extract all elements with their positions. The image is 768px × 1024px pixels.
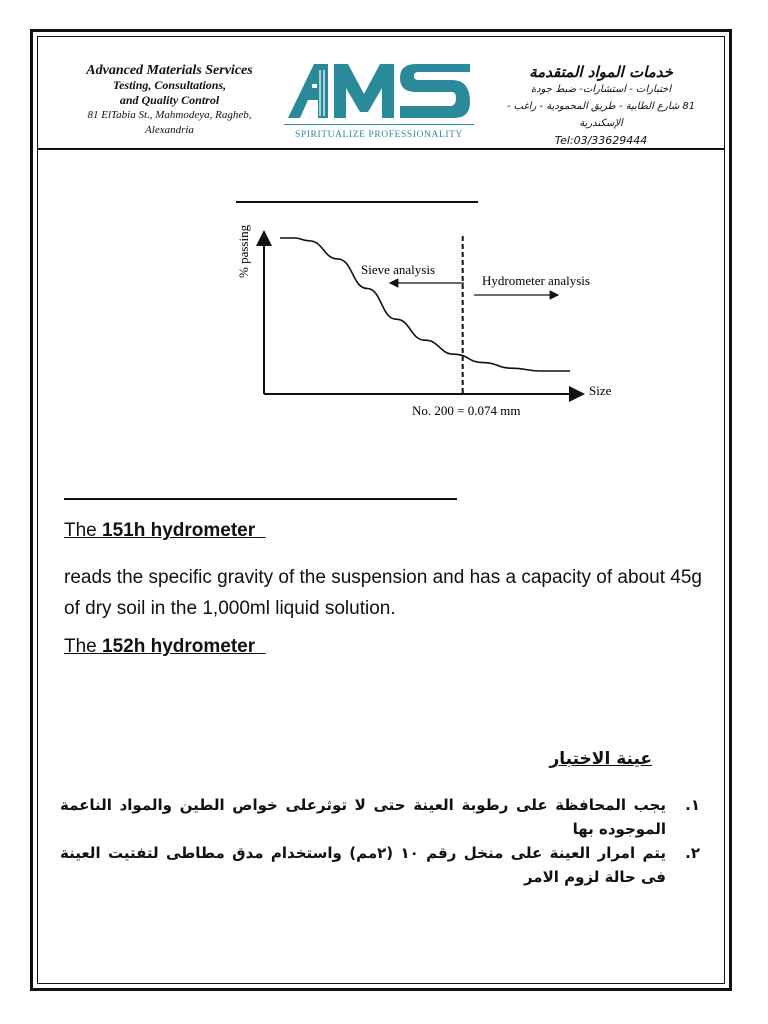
- list-item-text: يجب المحافظة على رطوبة العينة حتى لا توثرعلى خواص الطين والمواد الناعمة الموجوده بها: [60, 796, 666, 838]
- section-divider: [64, 498, 457, 500]
- list-item: [60, 793, 700, 841]
- logo-tagline: SPIRITUALIZE PROFESSIONALITY: [294, 130, 464, 140]
- address-line-2: Alexandria: [145, 124, 194, 136]
- ams-logo: [284, 60, 474, 142]
- list-item-number: ١.: [685, 796, 700, 814]
- letterhead-english: [62, 63, 277, 138]
- list-item: [60, 841, 700, 889]
- gradation-curve: [280, 238, 570, 371]
- heading-151h-title: 151h hydrometer: [102, 520, 256, 541]
- header-divider: [38, 148, 724, 150]
- paragraph-151h: reads the specific gravity of the suspension and has a capacity of about 45g of dry soil in the 1,000ml liquid solution.: [64, 567, 702, 619]
- address-ar: 81 شارع الطابية - طريق المحمودية - راغب - الإسكندرية: [506, 101, 696, 129]
- services-line-ar: اختبارات - استشارات- ضبط جودة: [530, 84, 672, 95]
- services-line-2: and Quality Control: [119, 93, 220, 107]
- sieve-analysis-label: Sieve analysis: [361, 262, 436, 277]
- gradation-chart: [228, 212, 648, 422]
- heading-151h-prefix: The: [64, 520, 103, 541]
- heading-152h-title: 152h hydrometer: [102, 636, 256, 657]
- divider-label: No. 200 = 0.074 mm: [412, 403, 521, 418]
- heading-151h: [64, 520, 266, 542]
- list-item-number: ٢.: [685, 844, 700, 862]
- test-sample-list: [60, 793, 700, 889]
- telephone: Tel:03/33629444: [554, 134, 648, 147]
- test-sample-title: عينة الاختبار: [549, 749, 652, 769]
- heading-152h-prefix: The: [64, 636, 103, 657]
- heading-152h: [64, 636, 266, 658]
- address-line-1: 81 ElTabia St., Mahmodeya, Ragheb,: [87, 109, 252, 121]
- letterhead-arabic: [485, 64, 717, 149]
- services-line-1: Testing, Consultations,: [112, 78, 227, 92]
- company-name-ar: خدمات المواد المتقدمة: [529, 63, 673, 81]
- list-item-text: يتم امرار العينة على منخل رقم ١٠ (٢مم) واستخدام مدق مطاطى لتفتيت العينة فى حالة لزوم الامر: [60, 844, 666, 886]
- company-name-en: Advanced Materials Services: [86, 63, 253, 78]
- chart-top-rule: [236, 201, 478, 203]
- hydrometer-analysis-label: Hydrometer analysis: [482, 273, 590, 288]
- y-axis-label: % passing: [236, 224, 251, 278]
- x-axis-label: Size: [589, 383, 612, 398]
